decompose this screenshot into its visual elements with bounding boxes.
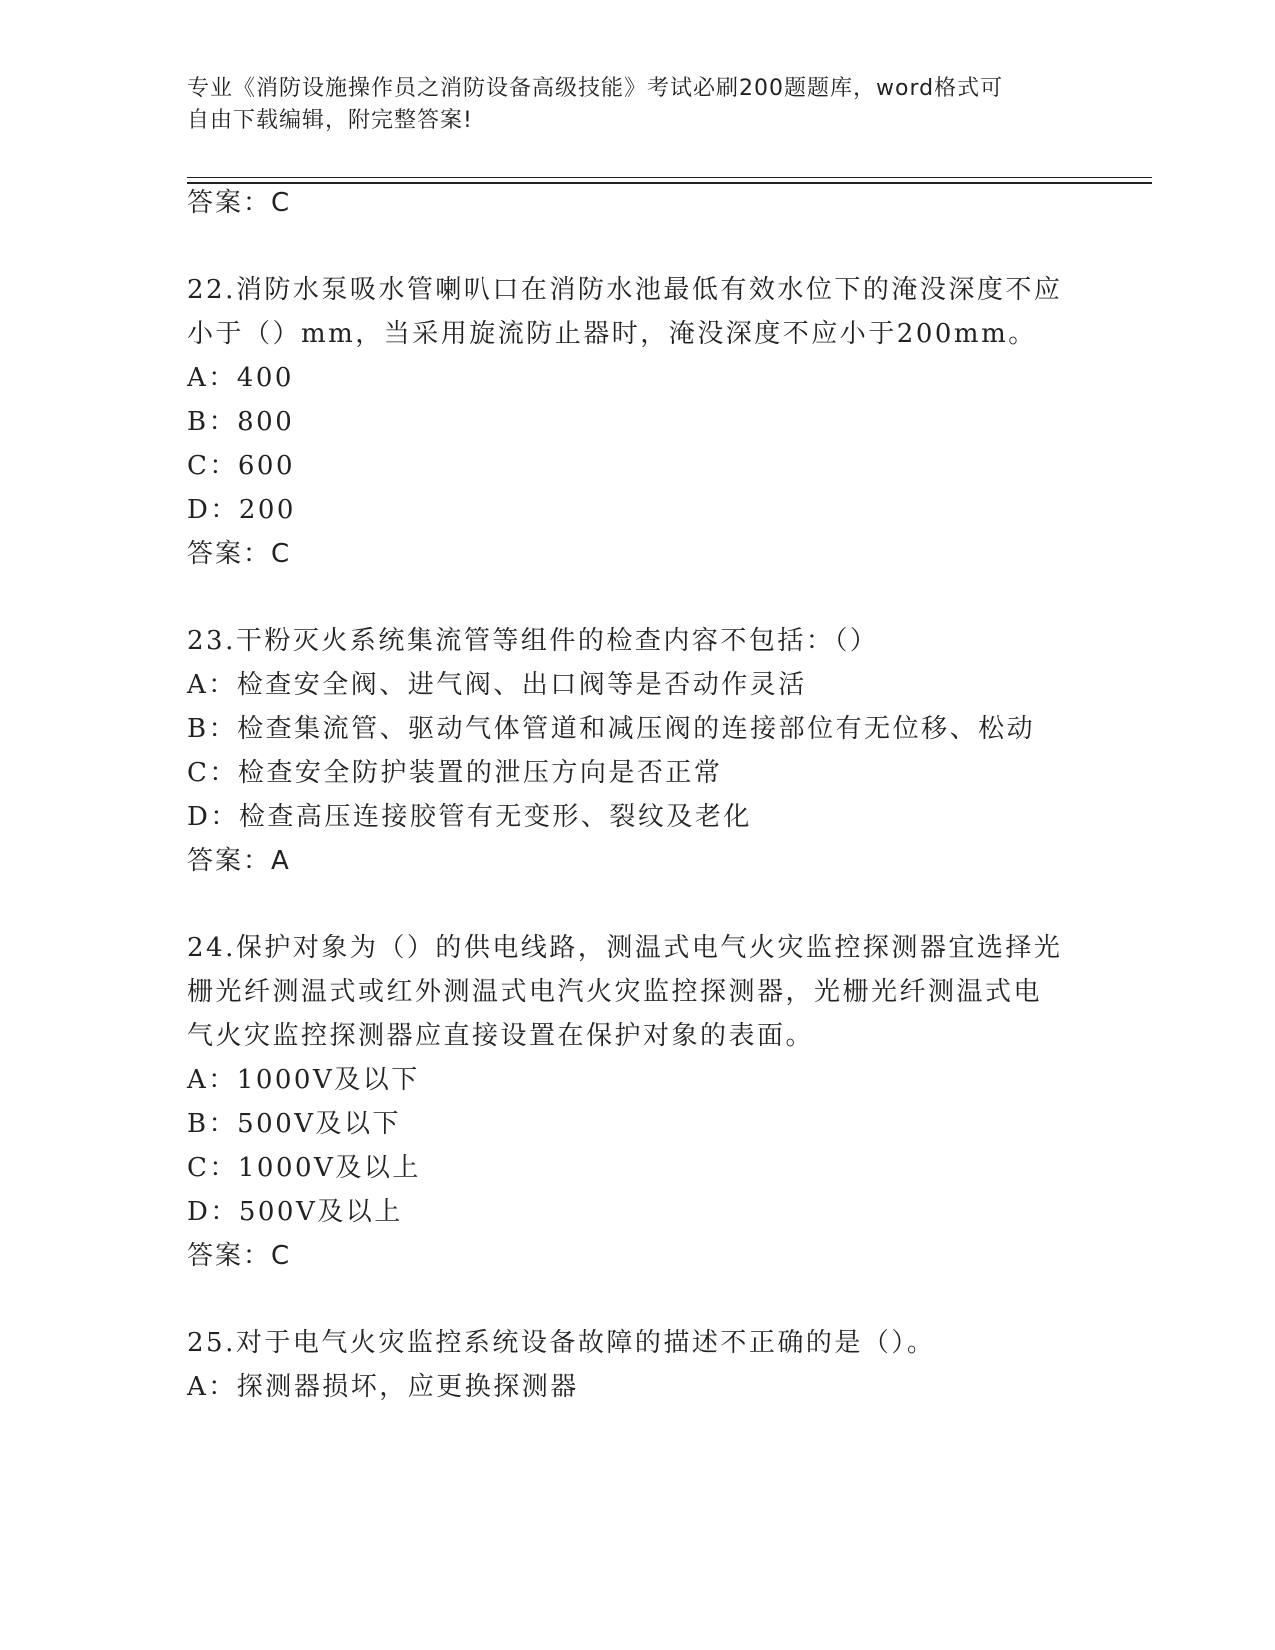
header-rule-thick	[187, 182, 1152, 184]
option-c: C：1000V及以上	[187, 1153, 421, 1183]
option-b: B：800	[187, 407, 295, 437]
option-a: A：探测器损坏，应更换探测器	[187, 1372, 579, 1402]
answer: 答案：C	[187, 1241, 292, 1271]
option-c: C：检查安全防护装置的泄压方向是否正常	[187, 758, 723, 788]
header-line-2: 自由下载编辑，附完整答案!	[187, 108, 473, 133]
header-line-1: 专业《消防设施操作员之消防设备高级技能》考试必刷200题题库，word格式可	[187, 76, 1004, 101]
question-stem: 23.干粉灭火系统集流管等组件的检查内容不包括：（）	[187, 626, 879, 656]
prev-answer: 答案：C	[187, 188, 292, 218]
option-b: B：检查集流管、驱动气体管道和减压阀的连接部位有无位移、松动	[187, 714, 1036, 744]
question-stem: 24.保护对象为（）的供电线路，测温式电气火灾监控探测器宜选择光	[187, 933, 1063, 963]
answer: 答案：A	[187, 846, 291, 876]
option-d: D：检查高压连接胶管有无变形、裂纹及老化	[187, 802, 752, 832]
question-stem: 气火灾监控探测器应直接设置在保护对象的表面。	[187, 1021, 815, 1051]
option-c: C：600	[187, 451, 296, 481]
page-header	[187, 73, 1087, 137]
option-a: A：400	[187, 363, 294, 393]
answer: 答案：C	[187, 539, 292, 569]
question-stem: 小于（）mm，当采用旋流防止器时，淹没深度不应小于200mm。	[187, 319, 1037, 349]
header-rule-thin	[187, 177, 1152, 178]
option-a: A：1000V及以下	[187, 1065, 420, 1095]
question-stem: 22.消防水泵吸水管喇叭口在消防水池最低有效水位下的淹没深度不应	[187, 275, 1063, 305]
option-a: A：检查安全阀、进气阀、出口阀等是否动作灵活	[187, 670, 807, 700]
question-stem: 25.对于电气火灾监控系统设备故障的描述不正确的是（）。	[187, 1328, 936, 1358]
option-b: B：500V及以下	[187, 1109, 402, 1139]
option-d: D：200	[187, 495, 296, 525]
question-stem: 栅光纤测温式或红外测温式电汽火灾监控探测器，光栅光纤测温式电	[187, 977, 1043, 1007]
option-d: D：500V及以上	[187, 1197, 403, 1227]
